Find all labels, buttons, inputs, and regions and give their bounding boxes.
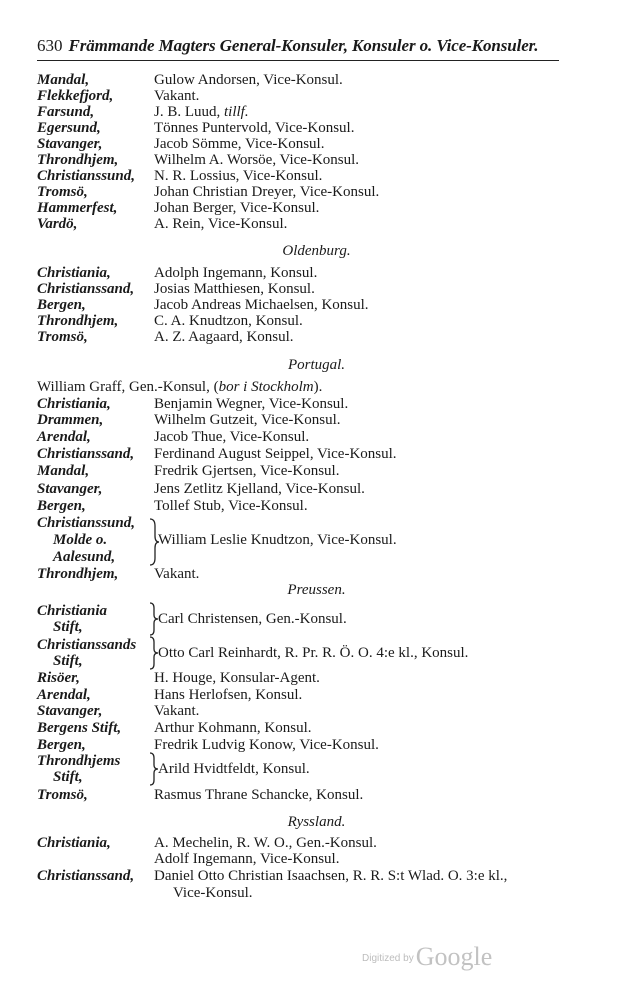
person: Jacob Andreas Michaelsen, Konsul. bbox=[154, 297, 369, 313]
general-consul-entry bbox=[37, 379, 322, 396]
place: Christianssand, bbox=[37, 868, 135, 884]
general-consul: William Graff, Gen.-Konsul, ( bbox=[37, 379, 219, 395]
place: Arendal, bbox=[37, 429, 91, 445]
place: Mandal, bbox=[37, 72, 90, 88]
place: Bergen, bbox=[37, 737, 86, 753]
place: Throndhjem, bbox=[37, 152, 119, 168]
place: Hammerfest, bbox=[37, 200, 118, 216]
brace-icon bbox=[148, 636, 160, 670]
place: Egersund, bbox=[37, 120, 101, 136]
place: Throndhjem, bbox=[37, 566, 119, 582]
place: Drammen, bbox=[37, 412, 104, 428]
person: H. Houge, Konsular-Agent. bbox=[154, 670, 320, 686]
place: Mandal, bbox=[37, 463, 90, 479]
place: Christiania, bbox=[37, 396, 111, 412]
place: Bergen, bbox=[37, 297, 86, 313]
person: Arthur Kohmann, Konsul. bbox=[154, 720, 312, 736]
place: Stift, bbox=[53, 769, 83, 785]
person: Carl Christensen, Gen.-Konsul. bbox=[158, 611, 347, 627]
person: Adolph Ingemann, Konsul. bbox=[154, 265, 318, 281]
section-heading-oldenburg: Oldenburg. bbox=[282, 243, 351, 259]
note: bor i Stockholm bbox=[218, 379, 314, 395]
page-number: 630 bbox=[37, 36, 63, 55]
place: Stavanger, bbox=[37, 703, 103, 719]
person: A. Mechelin, R. W. O., Gen.-Konsul. bbox=[154, 835, 377, 851]
place: Bergens Stift, bbox=[37, 720, 122, 736]
person: Jens Zetlitz Kjelland, Vice-Konsul. bbox=[154, 481, 365, 497]
header-rule bbox=[37, 60, 559, 61]
watermark-prefix: Digitized by bbox=[362, 953, 414, 964]
person: Adolf Ingemann, Vice-Konsul. bbox=[154, 851, 340, 867]
place: Throndhjems bbox=[37, 753, 121, 769]
person: Gulow Andorsen, Vice-Konsul. bbox=[154, 72, 343, 88]
note: tillf. bbox=[224, 104, 249, 120]
person: Vakant. bbox=[154, 88, 200, 104]
person: Tönnes Puntervold, Vice-Konsul. bbox=[154, 120, 355, 136]
person: Tollef Stub, Vice-Konsul. bbox=[154, 498, 308, 514]
place: Farsund, bbox=[37, 104, 95, 120]
person: Rasmus Thrane Schancke, Konsul. bbox=[154, 787, 364, 803]
place: Molde o. bbox=[53, 532, 108, 548]
section-heading-portugal: Portugal. bbox=[287, 357, 346, 373]
place: Christianssund, bbox=[37, 515, 135, 531]
place: Tromsö, bbox=[37, 184, 88, 200]
brace-icon bbox=[148, 602, 160, 636]
place: Throndhjem, bbox=[37, 313, 119, 329]
person: Jacob Thue, Vice-Konsul. bbox=[154, 429, 310, 445]
person: Benjamin Wegner, Vice-Konsul. bbox=[154, 396, 349, 412]
person: Vakant. bbox=[154, 703, 200, 719]
place: Christiania bbox=[37, 603, 108, 619]
place: Stift, bbox=[53, 653, 83, 669]
place: Tromsö, bbox=[37, 329, 88, 345]
place: Christianssand, bbox=[37, 281, 135, 297]
place: Stavanger, bbox=[37, 481, 103, 497]
punct: ). bbox=[313, 379, 323, 395]
section-heading-preussen: Preussen. bbox=[287, 582, 346, 598]
place: Christianssund, bbox=[37, 168, 135, 184]
person: Johan Berger, Vice-Konsul. bbox=[154, 200, 320, 216]
person: Hans Herlofsen, Konsul. bbox=[154, 687, 303, 703]
person: Josias Matthiesen, Konsul. bbox=[154, 281, 315, 297]
person: Ferdinand August Seippel, Vice-Konsul. bbox=[154, 446, 397, 462]
place: Christiania, bbox=[37, 265, 111, 281]
digitized-watermark bbox=[362, 942, 492, 972]
google-logo: Google bbox=[415, 942, 493, 971]
person: A. Rein, Vice-Konsul. bbox=[154, 216, 288, 232]
section-heading-ryssland: Ryssland. bbox=[287, 814, 346, 830]
place: Tromsö, bbox=[37, 787, 88, 803]
place: Christianssand, bbox=[37, 446, 135, 462]
person: Johan Christian Dreyer, Vice-Konsul. bbox=[154, 184, 380, 200]
person: A. Z. Aagaard, Konsul. bbox=[154, 329, 294, 345]
place: Risöer, bbox=[37, 670, 80, 686]
person bbox=[154, 104, 249, 121]
person: Wilhelm A. Worsöe, Vice-Konsul. bbox=[154, 152, 360, 168]
person: C. A. Knudtzon, Konsul. bbox=[154, 313, 303, 329]
person: Fredrik Ludvig Konow, Vice-Konsul. bbox=[154, 737, 379, 753]
person: Fredrik Gjertsen, Vice-Konsul. bbox=[154, 463, 340, 479]
person: Otto Carl Reinhardt, R. Pr. R. Ö. O. 4:e kl., Konsul. bbox=[158, 645, 469, 661]
place: Vardö, bbox=[37, 216, 78, 232]
brace-icon bbox=[148, 752, 160, 786]
place: Aalesund, bbox=[53, 549, 116, 565]
brace-icon bbox=[148, 518, 160, 566]
place: Flekkefjord, bbox=[37, 88, 114, 104]
place: Stavanger, bbox=[37, 136, 103, 152]
place: Stift, bbox=[53, 619, 83, 635]
place: Arendal, bbox=[37, 687, 91, 703]
person: Vakant. bbox=[154, 566, 200, 582]
page-header bbox=[37, 36, 559, 58]
place: Bergen, bbox=[37, 498, 86, 514]
place: Christianssands bbox=[37, 637, 137, 653]
person: N. R. Lossius, Vice-Konsul. bbox=[154, 168, 323, 184]
place: Christiania, bbox=[37, 835, 111, 851]
person-name: J. B. Luud, bbox=[154, 104, 221, 120]
person: Vice-Konsul. bbox=[173, 885, 253, 901]
running-title: Främmande Magters General-Konsuler, Konsuler o. Vice-Konsuler. bbox=[68, 36, 539, 55]
person: Jacob Sömme, Vice-Konsul. bbox=[154, 136, 325, 152]
person: William Leslie Knudtzon, Vice-Konsul. bbox=[158, 532, 397, 548]
person: Daniel Otto Christian Isaachsen, R. R. S:t Wlad. O. 3:e kl., bbox=[154, 868, 508, 884]
person: Wilhelm Gutzeit, Vice-Konsul. bbox=[154, 412, 341, 428]
person: Arild Hvidtfeldt, Konsul. bbox=[158, 761, 310, 777]
